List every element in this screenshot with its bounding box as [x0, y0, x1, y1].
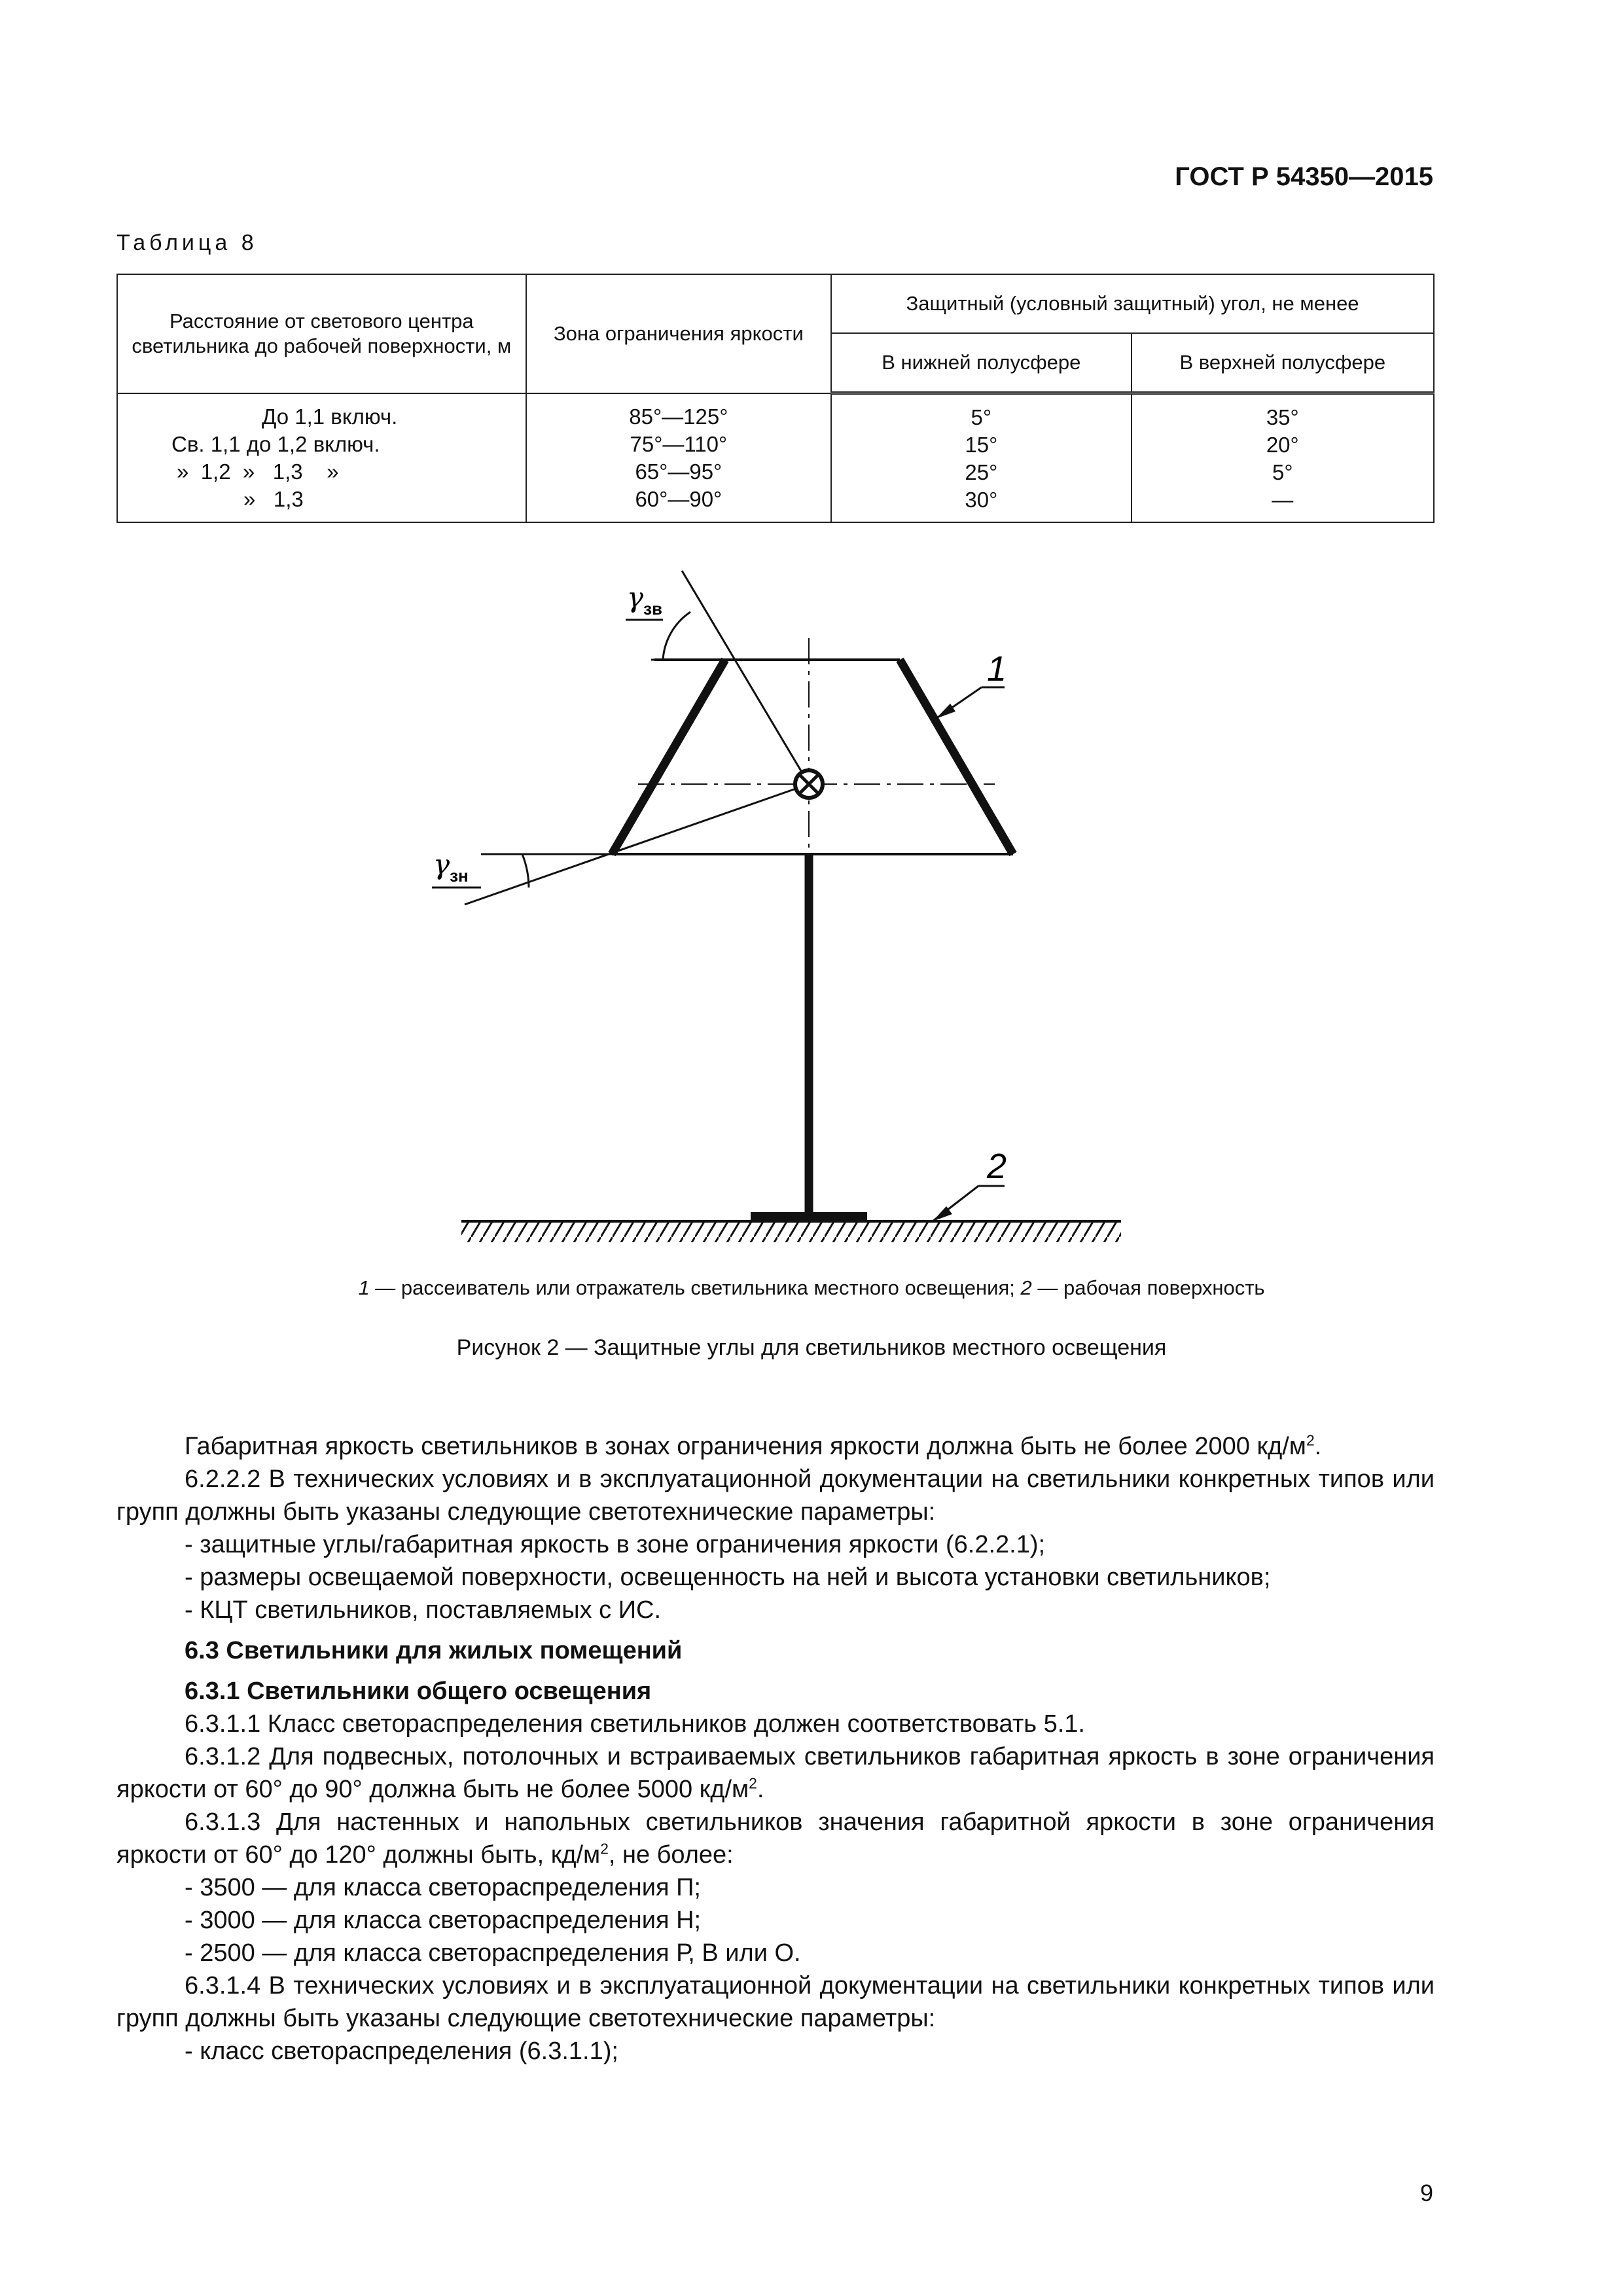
gamma-upper-symbol: γ [627, 581, 644, 613]
paragraph-end: , не более: [608, 1841, 734, 1869]
page-number: 9 [1419, 2179, 1433, 2206]
lamp-base [751, 1212, 867, 1221]
legend-1-text: — рассеиватель или отражатель светильника местного освещения; [369, 1276, 1021, 1299]
table-cell: » 1,3 [243, 486, 304, 511]
paragraph-text: 6.3.1.3 Для настенных и напольных светильников значения габаритной яркости в зоне ограничения яркости от 60° до 120° должны быть, кд/м [116, 1808, 1435, 1869]
superscript: 2 [1306, 1431, 1315, 1449]
paragraph: 6.3.1.1 Класс светораспределения светильников должен соответствовать 5.1. [185, 1710, 1085, 1738]
lower-sight-line [465, 784, 809, 905]
header-upper: В верхней полусфере [1132, 333, 1434, 393]
leader-1-arrow [936, 704, 955, 719]
header-distance: Расстояние от светового центра светильника до рабочей поверхности, м [117, 274, 526, 393]
table-cell: 25° [965, 460, 998, 484]
gamma-upper-subscript: зв [643, 599, 663, 619]
label-gamma-lower [433, 848, 469, 886]
label-gamma-upper [627, 581, 662, 619]
table-cell: 30° [965, 488, 998, 512]
header-zone: Зона ограничения яркости [526, 274, 831, 393]
subsection-heading: 6.3.1 Светильники общего освещения [185, 1677, 652, 1705]
section-heading: 6.3 Светильники для жилых помещений [185, 1637, 683, 1664]
label-1: 1 [987, 649, 1007, 689]
paragraph [116, 1740, 1435, 1806]
table-cell: 15° [965, 433, 998, 457]
table-cell: До 1,1 включ. [262, 404, 398, 429]
label-2: 2 [987, 1147, 1007, 1186]
upper-sight-line [682, 571, 809, 784]
list-item: - 2500 — для класса светораспределения Р, В или О. [185, 1939, 801, 1967]
list-item: - 3000 — для класса светораспределения Н; [185, 1907, 702, 1934]
paragraph: 6.2.2.2 В технических условиях и в эксплуатационной документации на светильники конкретных типов или групп должны быть указаны следующие светотехнические параметры: [116, 1465, 1435, 1526]
table-cell: 60°—90° [635, 486, 722, 511]
paragraph: 6.3.1.4 В технических условиях и в эксплуатационной документации на светильники конкретных типов или групп должны быть указаны следующие светотехнические параметры: [116, 1972, 1435, 2032]
header-angle-group: Защитный (условный защитный) угол, не менее [831, 274, 1434, 333]
table-cell: 65°—95° [635, 459, 722, 484]
table-cell: 85°—125° [629, 404, 728, 429]
list-item: - защитные углы/габаритная яркость в зоне ограничения яркости (6.2.2.1); [185, 1531, 1046, 1558]
header-lower: В нижней полусфере [831, 333, 1131, 393]
paragraph-text: 6.3.1.2 Для подвесных, потолочных и встраиваемых светильников габаритная яркость в зоне ограничения яркости от 60° до 90° должна быть не более 5000 кд/м [116, 1743, 1435, 1803]
table-cell: 5° [1272, 460, 1293, 484]
table-cell: 75°—110° [630, 431, 728, 456]
table-cell: 20° [1266, 433, 1299, 457]
shade-right [900, 660, 1013, 854]
gamma-lower-symbol: γ [433, 848, 450, 880]
table-cell: Св. 1,1 до 1,2 включ. [171, 431, 380, 456]
superscript: 2 [749, 1774, 757, 1792]
paragraph-end: . [1314, 1433, 1322, 1460]
figure-caption: Рисунок 2 — Защитные углы для светильников местного освещения [456, 1335, 1167, 1360]
paragraph-end: . [757, 1776, 764, 1803]
table-caption: Таблица 8 [116, 230, 258, 255]
superscript: 2 [600, 1840, 609, 1857]
surface-hatching [461, 1223, 1121, 1242]
paragraph-text: Габаритная яркость светильников в зонах ограничения яркости должна быть не более 2000 кд/м [185, 1433, 1306, 1460]
body-text [116, 1430, 1435, 2068]
legend-2-text: — рабочая поверхность [1031, 1276, 1265, 1299]
legend-2-number: 2 [1020, 1276, 1032, 1299]
legend-1-number: 1 [358, 1276, 370, 1299]
table-cell: » 1,2 » 1,3 » [177, 459, 339, 484]
list-item: - 3500 — для класса светораспределения П; [185, 1874, 701, 1901]
light-source-icon [795, 770, 823, 798]
list-item: - класс светораспределения (6.3.1.1); [185, 2037, 618, 2065]
table-cell: 5° [971, 405, 992, 429]
paragraph [116, 1806, 1435, 1871]
table-cell: 35° [1266, 405, 1299, 429]
document-id: ГОСТ Р 54350—2015 [1175, 162, 1433, 191]
paragraph [116, 1430, 1435, 1463]
table-cell: — [1272, 488, 1294, 512]
figure-legend [0, 1276, 1623, 1300]
gamma-lower-subscript: зн [450, 866, 469, 886]
list-item: - КЦТ светильников, поставляемых с ИС. [185, 1596, 662, 1624]
shade-left [612, 660, 725, 854]
upper-angle-arc [663, 612, 690, 660]
list-item: - размеры освещаемой поверхности, освещенность на ней и высота установки светильников; [185, 1564, 1271, 1591]
